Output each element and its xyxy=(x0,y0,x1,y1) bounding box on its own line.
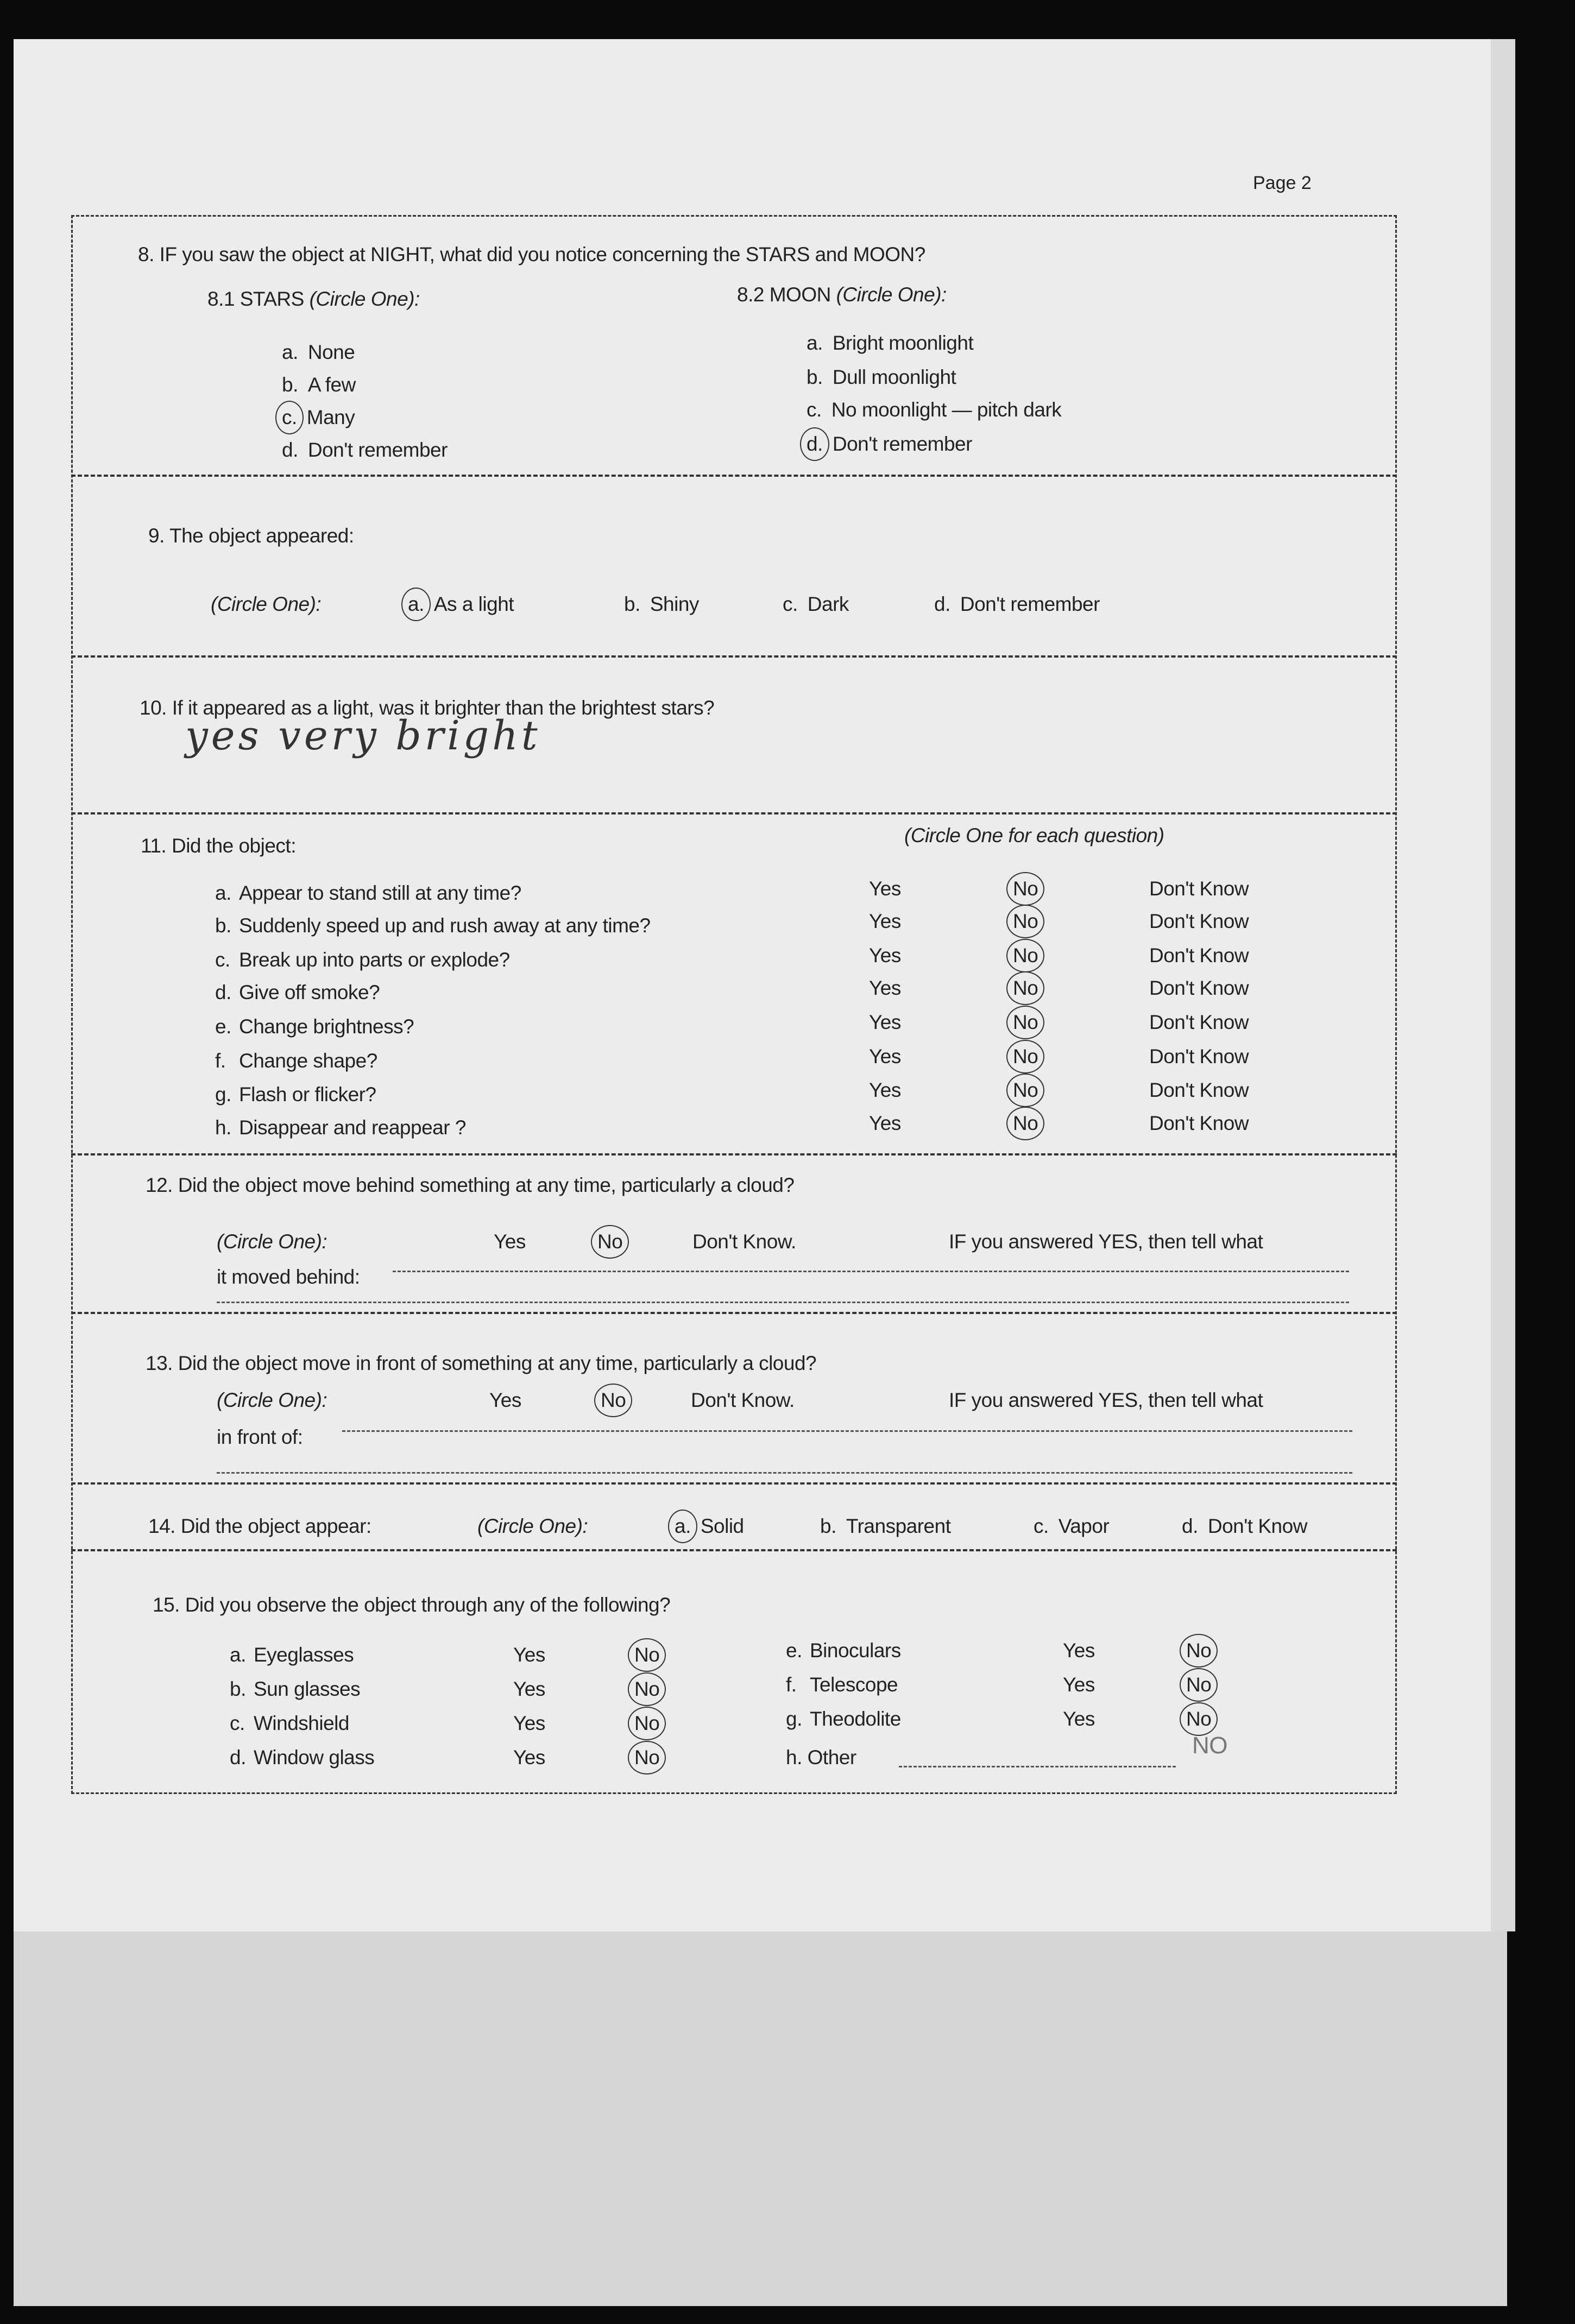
q11-choice-yes[interactable] xyxy=(869,1112,901,1135)
choice-label: No xyxy=(1013,944,1038,967)
q11-item-text: Appear to stand still at any time? xyxy=(239,882,521,904)
divider xyxy=(71,812,1397,814)
choice-label: No xyxy=(1186,1639,1212,1662)
moon-option[interactable] xyxy=(807,366,956,389)
q15-yes[interactable]: Yes xyxy=(513,1678,545,1700)
q11-item-letter: b. xyxy=(215,914,231,937)
option-text: Shiny xyxy=(650,593,699,615)
q11-item-text: Flash or flicker? xyxy=(239,1083,376,1106)
q15-item-text: Window glass xyxy=(254,1746,375,1769)
q11-item-letter: h. xyxy=(215,1116,231,1139)
stars-option[interactable] xyxy=(282,374,356,396)
q12-answer-line[interactable] xyxy=(393,1271,1349,1272)
choice-label: Yes xyxy=(869,910,901,932)
choice-label: Don't Know xyxy=(1149,977,1249,999)
q15-no[interactable] xyxy=(1186,1639,1211,1662)
option-text: Don't remember xyxy=(960,593,1100,615)
choice-label: Don't Know xyxy=(1149,944,1249,967)
option-text: Many xyxy=(306,406,355,428)
page-number: Page 2 xyxy=(1253,173,1312,193)
circle-one-note: (Circle One): xyxy=(309,288,420,310)
stars-option[interactable] xyxy=(282,341,355,364)
q15-title: 15. Did you observe the object through any of the following? xyxy=(153,1594,671,1616)
page-edge xyxy=(1491,39,1515,1931)
q11-item-text: Give off smoke? xyxy=(239,981,380,1003)
divider xyxy=(71,475,1397,477)
choice-label: Yes xyxy=(869,1079,901,1101)
q14-option[interactable] xyxy=(675,1515,744,1538)
option-letter: a. xyxy=(807,332,823,354)
q8-title: 8. IF you saw the object at NIGHT, what did you notice concerning the STARS and MOON? xyxy=(138,243,925,266)
q15-item-text: Windshield xyxy=(254,1712,349,1734)
q11-choice-dontknow[interactable] xyxy=(1149,910,1249,933)
choice-label: Don't Know xyxy=(1149,1079,1249,1101)
q11-item-letter: c. xyxy=(215,949,230,971)
q12-title: 12. Did the object move behind something at any time, particularly a cloud? xyxy=(146,1174,795,1196)
option-letter: a. xyxy=(282,341,298,363)
q9-option[interactable] xyxy=(624,593,699,616)
option-text: Don't remember xyxy=(307,439,448,461)
q11-choice-dontknow[interactable] xyxy=(1149,944,1249,967)
q11-item-text: Change brightness? xyxy=(239,1015,414,1038)
q10-title: 10. If it appeared as a light, was it brighter than the brightest stars? xyxy=(140,697,715,719)
q14-option[interactable] xyxy=(1034,1515,1109,1538)
choice-label: No xyxy=(1013,877,1038,900)
divider xyxy=(71,1153,1397,1155)
choice-label: No xyxy=(634,1746,660,1769)
q11-item-letter: a. xyxy=(215,882,231,904)
q11-choice-yes[interactable] xyxy=(869,977,901,1000)
option-letter: d. xyxy=(282,439,298,461)
divider xyxy=(71,655,1397,658)
option-text: No moonlight — pitch dark xyxy=(831,399,1062,421)
q11-choice-dontknow[interactable] xyxy=(1149,977,1249,1000)
q12-if-yes-note: IF you answered YES, then tell what xyxy=(949,1230,1263,1253)
q11-item-text: Break up into parts or explode? xyxy=(239,949,510,971)
q12-no-circled: No xyxy=(597,1230,623,1253)
choice-label: No xyxy=(1186,1708,1212,1730)
q15-item-text: Telescope xyxy=(810,1673,898,1696)
circle-one-note: (Circle One): xyxy=(477,1515,588,1537)
q12-yes[interactable]: Yes xyxy=(494,1230,526,1253)
option-letter: a. xyxy=(675,1515,691,1537)
option-text: Don't Know xyxy=(1207,1515,1307,1537)
q14-option[interactable] xyxy=(820,1515,950,1538)
q15-item-letter: g. xyxy=(786,1708,802,1730)
stars-option[interactable] xyxy=(282,439,448,462)
option-letter: d. xyxy=(807,433,823,455)
option-letter: c. xyxy=(807,399,822,421)
q11-title: 11. Did the object: xyxy=(141,835,296,857)
q15-item-letter: c. xyxy=(230,1712,245,1734)
circle-one-note: (Circle One): xyxy=(217,1389,327,1411)
q13-no-circled: No xyxy=(601,1389,626,1411)
q9-option[interactable] xyxy=(934,593,1100,616)
moon-option[interactable] xyxy=(807,433,972,456)
q11-choice-dontknow[interactable] xyxy=(1149,1045,1249,1068)
q15-yes[interactable]: Yes xyxy=(513,1712,545,1734)
moon-label: 8.2 MOON xyxy=(737,283,836,306)
q13-yes[interactable]: Yes xyxy=(489,1389,521,1411)
q11-choice-dontknow[interactable] xyxy=(1149,877,1249,900)
q11-item-text: Change shape? xyxy=(239,1050,377,1072)
circle-one-note: (Circle One): xyxy=(211,593,322,615)
option-letter: d. xyxy=(934,593,950,615)
q12-dont-know[interactable]: Don't Know. xyxy=(692,1230,796,1253)
choice-label: No xyxy=(1013,1112,1038,1134)
q15-no[interactable] xyxy=(634,1712,659,1735)
q15-item-text: Binoculars xyxy=(810,1639,901,1662)
option-text: Don't remember xyxy=(832,433,972,455)
q11-item-letter: f. xyxy=(215,1050,226,1072)
q15-item-text: Theodolite xyxy=(810,1708,901,1730)
option-letter: c. xyxy=(282,406,297,428)
choice-label: Don't Know xyxy=(1149,1045,1249,1068)
circle-one-note: (Circle One): xyxy=(836,283,947,306)
divider xyxy=(71,1482,1397,1485)
q11-choice-no[interactable] xyxy=(1013,910,1038,933)
q8-moon-label xyxy=(737,283,947,306)
q13-title: 13. Did the object move in front of something at any time, particularly a cloud? xyxy=(146,1352,817,1374)
q15-item-letter: f. xyxy=(786,1673,797,1696)
q11-choice-no[interactable] xyxy=(1013,1079,1038,1102)
q14-title: 14. Did the object appear: xyxy=(148,1515,371,1537)
q11-item-text: Suddenly speed up and rush away at any time? xyxy=(239,914,651,937)
q15-yes[interactable]: Yes xyxy=(1063,1708,1095,1730)
q12-followup-label: it moved behind: xyxy=(217,1266,360,1288)
choice-label: Don't Know xyxy=(1149,1112,1249,1134)
q15-other-handwritten: NO xyxy=(1192,1732,1227,1759)
option-letter: a. xyxy=(408,593,424,615)
q11-choice-no[interactable] xyxy=(1013,977,1038,1000)
option-letter: c. xyxy=(1034,1515,1049,1537)
q15-other-line[interactable] xyxy=(899,1766,1176,1767)
option-text: Solid xyxy=(700,1515,744,1537)
moon-option[interactable] xyxy=(807,332,973,355)
option-text: None xyxy=(307,341,355,363)
q15-no[interactable] xyxy=(634,1746,659,1769)
divider xyxy=(71,1549,1397,1551)
circle-one-note: (Circle One): xyxy=(217,1230,327,1253)
option-letter: b. xyxy=(282,374,298,396)
q8-stars-label xyxy=(207,288,420,311)
choice-label: Yes xyxy=(869,977,901,999)
choice-label: Yes xyxy=(869,1011,901,1033)
choice-label: No xyxy=(634,1678,660,1700)
q12-no[interactable] xyxy=(597,1230,622,1253)
option-text: Transparent xyxy=(846,1515,951,1537)
option-text: As a light xyxy=(433,593,514,615)
q13-followup-label: in front of: xyxy=(217,1426,303,1448)
q11-choice-no[interactable] xyxy=(1013,1112,1038,1135)
q15-item-text: Sun glasses xyxy=(254,1678,361,1700)
q13-dont-know[interactable]: Don't Know. xyxy=(691,1389,795,1411)
q13-answer-line-2[interactable] xyxy=(217,1472,1352,1474)
q14-option[interactable] xyxy=(1182,1515,1307,1538)
option-text: Bright moonlight xyxy=(832,332,974,354)
q15-no[interactable] xyxy=(634,1644,659,1666)
choice-label: Yes xyxy=(869,1045,901,1068)
q13-answer-line[interactable] xyxy=(342,1430,1352,1432)
q11-choice-dontknow[interactable] xyxy=(1149,1112,1249,1135)
q13-no[interactable] xyxy=(601,1389,626,1412)
q15-yes[interactable]: Yes xyxy=(513,1746,545,1769)
option-text: Dark xyxy=(807,593,849,615)
q11-choice-dontknow[interactable] xyxy=(1149,1079,1249,1102)
choice-label: No xyxy=(1013,977,1038,999)
q15-item-letter: a. xyxy=(230,1644,246,1666)
q11-choice-yes[interactable] xyxy=(869,944,901,967)
q9-title: 9. The object appeared: xyxy=(148,525,354,547)
choice-label: No xyxy=(1013,1045,1038,1068)
choice-label: Don't Know xyxy=(1149,1011,1249,1033)
q15-item-letter: e. xyxy=(786,1639,802,1662)
option-letter: b. xyxy=(624,593,640,615)
q11-choice-dontknow[interactable] xyxy=(1149,1011,1249,1034)
divider xyxy=(71,1312,1397,1314)
q11-choice-no[interactable] xyxy=(1013,1011,1038,1034)
q11-item-letter: d. xyxy=(215,981,231,1003)
choice-label: No xyxy=(634,1712,660,1734)
choice-label: Yes xyxy=(869,877,901,900)
choice-label: No xyxy=(1013,910,1038,932)
q11-choice-yes[interactable] xyxy=(869,1011,901,1034)
choice-label: Don't Know xyxy=(1149,910,1249,932)
choice-label: No xyxy=(1013,1079,1038,1101)
option-text: A few xyxy=(307,374,356,396)
q11-item-letter: g. xyxy=(215,1083,231,1106)
moon-option[interactable] xyxy=(807,399,1061,421)
q11-choice-no[interactable] xyxy=(1013,1045,1038,1068)
q9-option[interactable] xyxy=(408,593,514,616)
stars-option[interactable] xyxy=(282,406,355,429)
option-text: Vapor xyxy=(1058,1515,1110,1537)
stars-label: 8.1 STARS xyxy=(207,288,310,310)
q9-option[interactable] xyxy=(783,593,849,616)
q15-no[interactable] xyxy=(634,1678,659,1701)
q11-item-letter: e. xyxy=(215,1015,231,1038)
q11-choice-yes[interactable] xyxy=(869,1079,901,1102)
questionnaire-form xyxy=(71,215,1397,1794)
q10-handwritten-answer: yes very bright xyxy=(185,712,541,759)
q11-choice-yes[interactable] xyxy=(869,1045,901,1068)
q11-item-text: Disappear and reappear ? xyxy=(239,1116,466,1139)
q11-choice-yes[interactable] xyxy=(869,910,901,933)
choice-label: No xyxy=(1186,1673,1212,1696)
q15-no[interactable] xyxy=(1186,1673,1211,1696)
option-letter: d. xyxy=(1182,1515,1198,1537)
choice-label: Yes xyxy=(869,1112,901,1134)
q15-no[interactable] xyxy=(1186,1708,1211,1731)
choice-label: No xyxy=(1013,1011,1038,1033)
q13-if-yes-note: IF you answered YES, then tell what xyxy=(949,1389,1263,1411)
choice-label: Yes xyxy=(869,944,901,967)
q15-yes[interactable]: Yes xyxy=(513,1644,545,1666)
q15-yes[interactable]: Yes xyxy=(1063,1673,1095,1696)
q12-answer-line-2[interactable] xyxy=(217,1302,1349,1303)
choice-label: Don't Know xyxy=(1149,877,1249,900)
q11-choice-no[interactable] xyxy=(1013,877,1038,900)
q15-item-letter: d. xyxy=(230,1746,246,1769)
q15-yes[interactable]: Yes xyxy=(1063,1639,1095,1662)
q15-other-label: h. Other xyxy=(786,1746,856,1769)
option-letter: b. xyxy=(820,1515,836,1537)
q15-item-text: Eyeglasses xyxy=(254,1644,354,1666)
option-text: Dull moonlight xyxy=(832,366,956,388)
scan-background xyxy=(14,1931,1507,2306)
q15-item-letter: b. xyxy=(230,1678,246,1700)
choice-label: No xyxy=(634,1644,660,1666)
option-letter: b. xyxy=(807,366,823,388)
q11-choice-no[interactable] xyxy=(1013,944,1038,967)
q11-choice-yes[interactable] xyxy=(869,877,901,900)
option-letter: c. xyxy=(783,593,798,615)
q11-circle-note: (Circle One for each question) xyxy=(904,824,1164,847)
